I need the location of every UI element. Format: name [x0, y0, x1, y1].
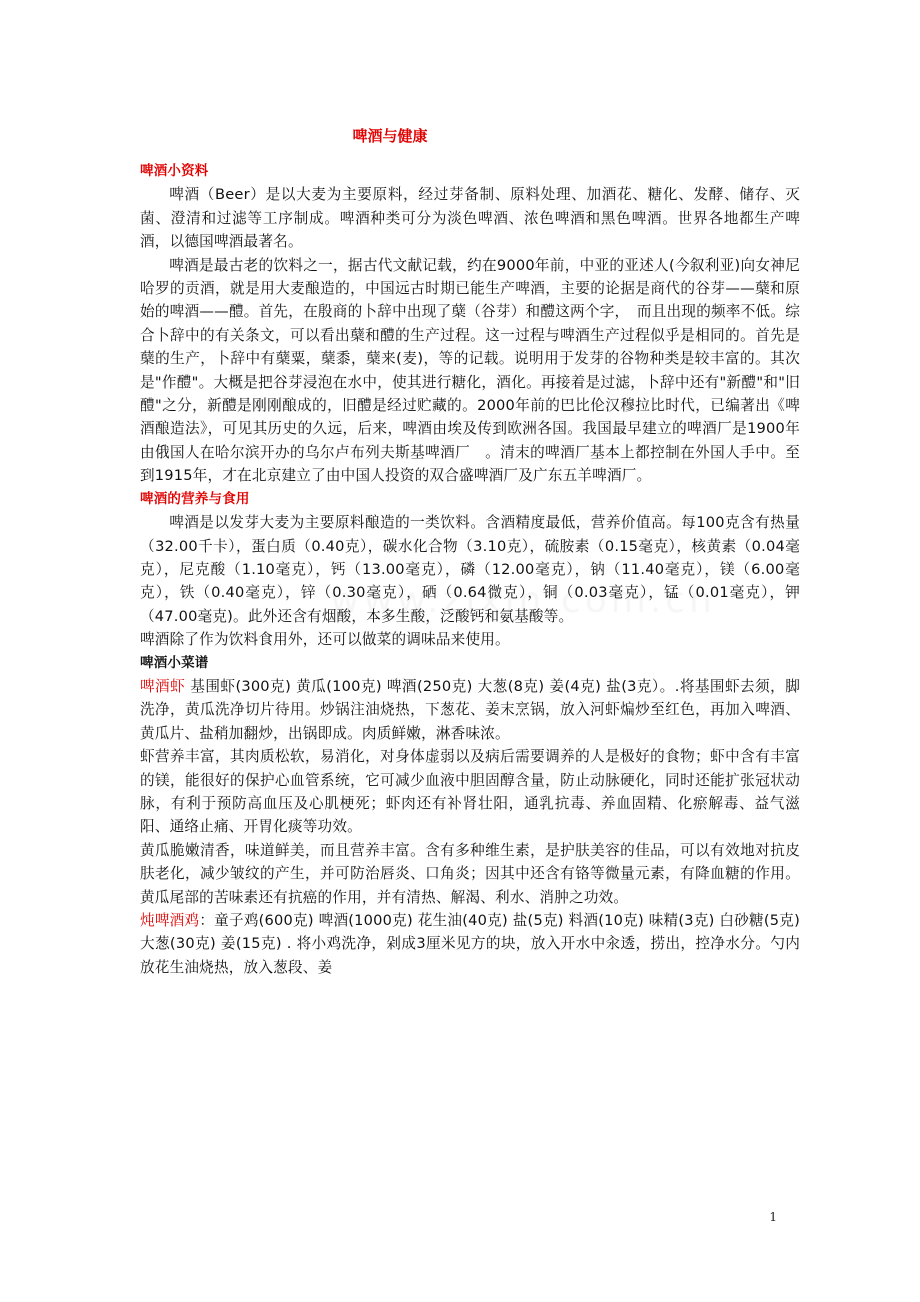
section-heading-nutrition: 啤酒的营养与食用 [140, 490, 250, 507]
page-title: 啤酒与健康 [352, 127, 428, 145]
recipe-title: 炖啤酒鸡 [140, 912, 200, 929]
recipe-beer-chicken [140, 909, 800, 979]
paragraph: 啤酒是最古老的饮料之一，据古代文献记载，约在9000年前，中亚的亚述人(今叙利亚)向女神尼哈罗的贡酒，就是用大麦酿造的，中国远古时期已能生产啤酒，主要的论据是商代的谷芽——蘖和原始的啤酒——醴。首先，在殷商的卜辞中出现了蘖（谷芽）和醴这两个字， 而且出现的频率不低。综合卜辞中的有关条文，可以看出蘖和醴的生产过程。这一过程与啤酒生产过程似乎是相同的。首先是蘖的生产，卜辞中有蘖粟，蘖黍，蘖来(麦)，等的记载。说明用于发芽的谷物种类是较丰富的。其次是"作醴"。大概是把谷芽浸泡在水中，使其进行糖化，酒化。再接着是过滤，卜辞中还有"新醴"和"旧醴"之分，新醴是刚刚酿成的，旧醴是经过贮藏的。2000年前的巴比伦汉穆拉比时代，已编著出《啤酒酿造法》，可见其历史的久远，后来，啤酒由埃及传到欧洲各国。我国最早建立的啤酒厂是1900年由俄国人在哈尔滨开办的乌尔卢布列夫斯基啤酒厂 。清末的啤酒厂基本上都控制在外国人手中。至到1915年，才在北京建立了由中国人投资的双合盛啤酒厂及广东五羊啤酒厂。 [140, 256, 800, 485]
recipe-text: 基围虾(300克) 黄瓜(100克) 啤酒(250克) 大葱(8克) 姜(4克) 盐(3克）。.将基围虾去须，脚洗净，黄瓜洗净切片待用。炒锅注油烧热，下葱花、姜末烹锅，放入河虾煸炒至红色，再加入啤酒、黄瓜片、盐稍加翻炒，出锅即成。肉质鲜嫩，淋香味浓。 [140, 677, 800, 742]
paragraph: 虾营养丰富，其肉质松软，易消化，对身体虚弱以及病后需要调养的人是极好的食物；虾中含有丰富的镁，能很好的保护心血管系统，它可减少血液中胆固醇含量，防止动脉硬化，同时还能扩张冠状动脉，有利于预防高血压及心肌梗死；虾肉还有补肾壮阳，通乳抗毒、养血固精、化瘀解毒、益气滋阳、通络止痛、开胃化痰等功效。 [140, 748, 800, 836]
paragraph: 啤酒（Beer）是以大麦为主要原料，经过芽备制、原料处理、加酒花、糖化、发酵、储存、灭菌、澄清和过滤等工序制成。啤酒种类可分为淡色啤酒、浓色啤酒和黑色啤酒。世界各地都生产啤酒，以德国啤酒最著名。 [140, 186, 800, 251]
recipe-text: ：童子鸡(600克) 啤酒(1000克) 花生油(40克) 盐(5克) 料酒(10克) 味精(3克) 白砂糖(5克) 大葱(30克) 姜(15克) . 将小鸡洗净，剁成3厘米见方的块，放入开水中汆透，捞出，控净水分。勺内放花生油烧热，放入葱段、姜 [140, 912, 800, 976]
paragraph: 啤酒除了作为饮料食用外，还可以做菜的调味品来使用。 [140, 631, 510, 649]
page-number: 1 [769, 1210, 777, 1224]
section-heading-recipes: 啤酒小菜谱 [140, 654, 209, 671]
section-heading-intro: 啤酒小资料 [140, 163, 209, 179]
paragraph: 黄瓜脆嫩清香，味道鲜美，而且营养丰富。含有多种维生素，是护肤美容的佳品，可以有效地对抗皮肤老化，减少皱纹的产生，并可防治唇炎、口角炎；因其中还含有铬等微量元素，有降血糖的作用。黄瓜尾部的苦味素还有抗癌的作用，并有清热、解渴、利水、消肿之功效。 [140, 841, 800, 906]
paragraph: 啤酒是以发芽大麦为主要原料酿造的一类饮料。含酒精度最低，营养价值高。每100克含有热量（32.00千卡），蛋白质（0.40克），碳水化合物（3.10克），硫胺素（0.15毫克），核黄素（0.04毫克），尼克酸（1.10毫克），钙（13.00毫克），磷（12.00毫克），钠（11.40毫克），镁（6.00毫克），铁（0.40毫克），锌（0.30毫克），硒（0.64微克），铜（0.03毫克），锰（0.01毫克），钾（47.00毫克)。此外还含有烟酸，本多生酸，泛酸钙和氨基酸等。 [140, 514, 800, 625]
recipe-title: 啤酒虾 [140, 677, 186, 695]
recipe-beer-shrimp [140, 675, 800, 745]
document-body [140, 160, 800, 979]
